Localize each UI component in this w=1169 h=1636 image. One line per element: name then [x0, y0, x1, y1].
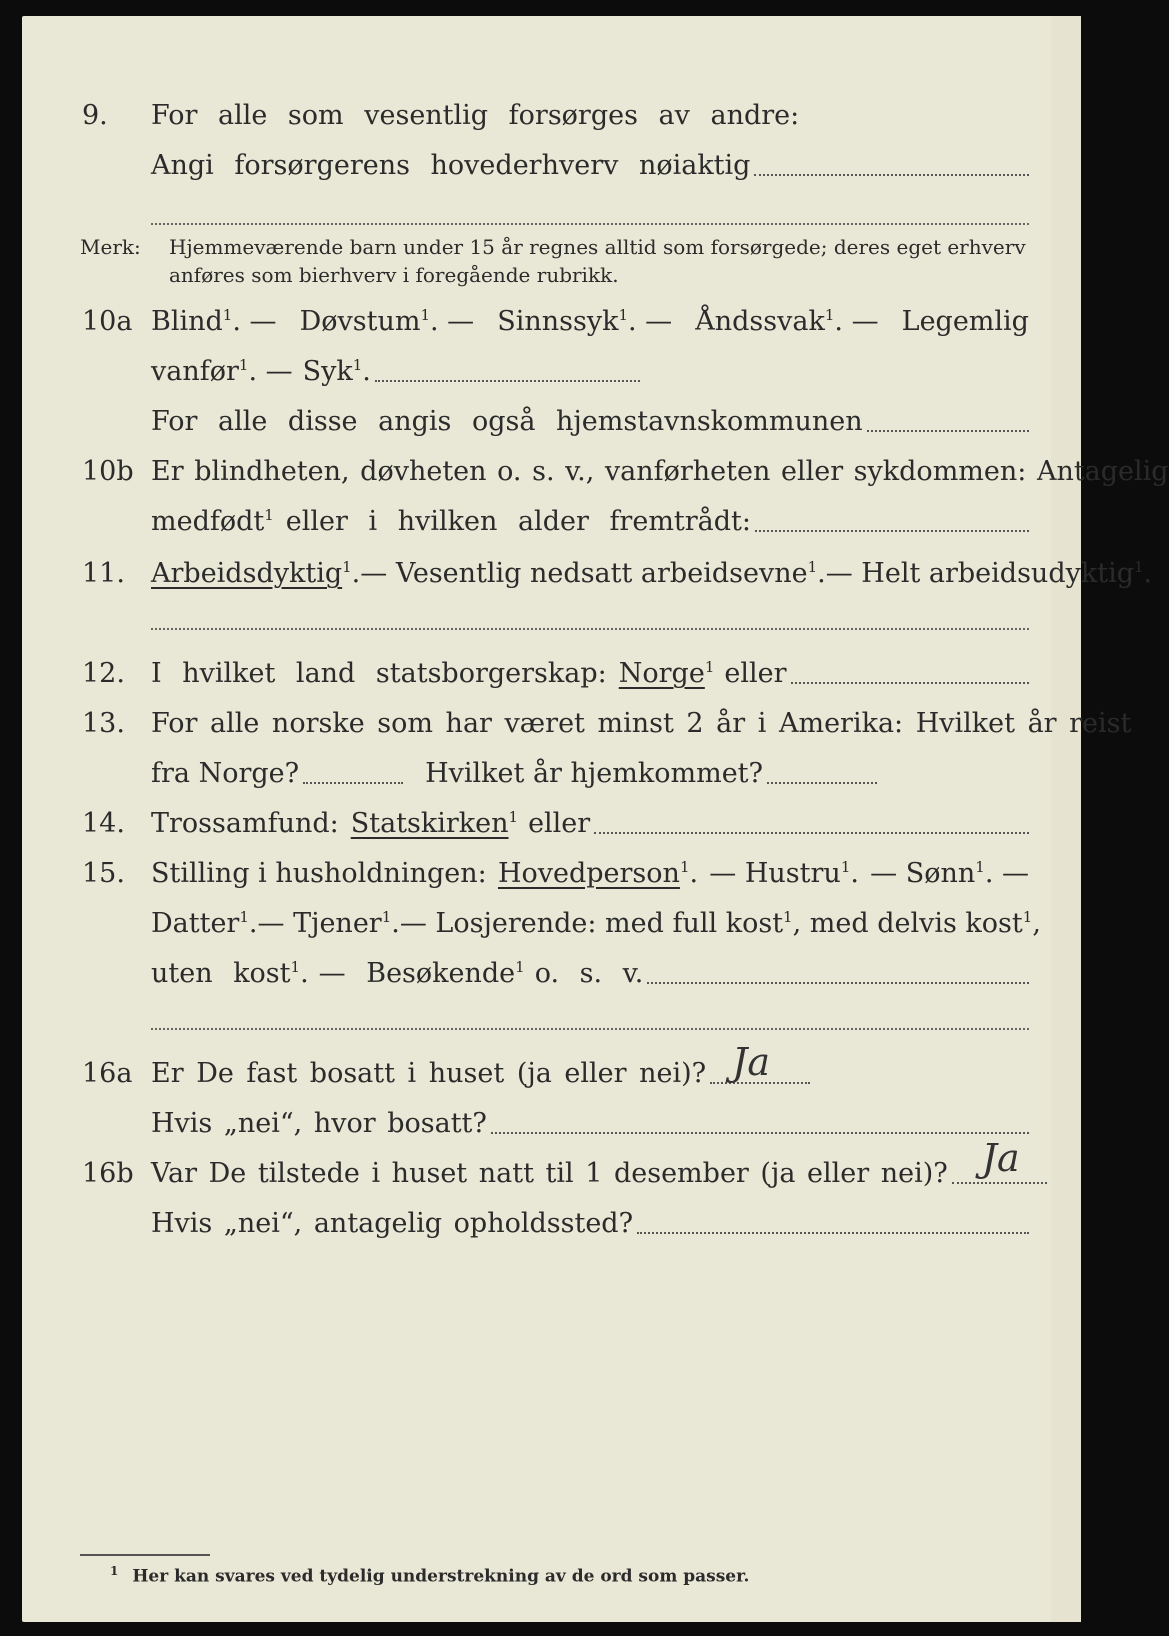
q11-number: 11. — [82, 558, 125, 589]
note-line-2: anføres som bierhverv i foregående rubrikk. — [169, 263, 619, 287]
q16a-question: Er De fast bosatt i huset (ja eller nei)? — [151, 1058, 707, 1089]
q10a-field[interactable] — [375, 350, 640, 382]
option-syk[interactable]: Syk — [302, 356, 353, 387]
footnote — [110, 1564, 749, 1587]
q10a-home-municipality-field[interactable] — [867, 400, 1029, 432]
q9-occupation-label: Angi forsørgerens hovederhverv nøiaktig — [151, 150, 751, 181]
option-medfodt[interactable]: medfødt — [151, 506, 265, 537]
q10b-row — [22, 450, 1169, 494]
q12-question: I hvilket land statsborgerskap: — [151, 658, 607, 689]
q16a-where-field[interactable] — [491, 1102, 1029, 1134]
q9-row — [22, 94, 1081, 138]
option-statskirken[interactable]: Statskirken — [350, 808, 509, 839]
q13-return-field[interactable] — [767, 752, 877, 784]
q13-row — [22, 702, 1132, 746]
q9-occupation-field[interactable] — [754, 144, 1029, 176]
q15-osv: o. s. v. — [534, 958, 644, 989]
q10b-age-field[interactable] — [755, 500, 1029, 532]
option-hovedperson[interactable]: Hovedperson — [497, 858, 680, 889]
footnote-text: Her kan svares ved tydelig understrekning av de ord som passer. — [132, 1566, 750, 1587]
q10a-home-municipality-label: For alle disse angis også hjemstavnskommunen — [151, 406, 863, 437]
q14-number: 14. — [82, 808, 125, 839]
q10a-number: 10a — [82, 306, 133, 337]
q13-return-label: Hvilket år hjemkommet? — [425, 758, 764, 789]
q15-row-2: Datter$^1$. — Tjener$^1$. — Losjerende: med full kost$^1$, med delvis kost$^1$, — [151, 908, 1041, 939]
q10a-row-2: vanfør$^1$. — Syk$^1$. — [22, 350, 1081, 394]
q16a-where-label: Hvis „nei“, hvor bosatt? — [151, 1108, 487, 1139]
q16b-answer-field[interactable] — [952, 1136, 1047, 1184]
q16b-row-2 — [22, 1202, 1081, 1246]
q12-field[interactable] — [791, 652, 1030, 684]
q12-eller: eller — [724, 658, 787, 689]
option-sonn[interactable]: — Sønn — [870, 858, 976, 889]
q15-row-3: uten kost$^1$. — Besøkende$^1$ o. s. v. — [22, 952, 1081, 996]
q10b-number: 10b — [82, 456, 134, 487]
option-helt-arbeidsudyktig[interactable]: — Helt arbeidsudyktig — [825, 558, 1134, 589]
q10b-question: Er blindheten, døvheten o. s. v., vanførheten eller sykdommen: Antagelig — [151, 456, 1169, 487]
q15-question: Stilling i husholdningen: — [151, 858, 487, 889]
q15-field[interactable] — [647, 952, 1029, 984]
q13-number: 13. — [82, 708, 125, 739]
option-norge[interactable]: Norge — [618, 658, 705, 689]
q11-row: 11. Arbeidsdyktig$^1$. — Vesentlig nedsatt arbeidsevne$^1$. — Helt arbeidsudyktig$^1$. — [22, 552, 1081, 596]
note-line-1: Hjemmeværende barn under 15 år regnes alltid som forsørgede; deres eget erhverv — [169, 235, 1026, 259]
option-dovstum[interactable]: Døvstum — [299, 306, 421, 337]
q10b-age-label: eller i hvilken alder fremtrådt: — [285, 506, 752, 537]
q16b-where-field[interactable] — [637, 1202, 1029, 1234]
q12-number: 12. — [82, 658, 125, 689]
q15-row: 15. Stilling i husholdningen: Hovedperson$^1$. — Hustru$^1$. — Sønn$^1$. — — [22, 852, 1081, 896]
q16a-number: 16a — [82, 1058, 133, 1089]
footnote-rule — [80, 1554, 210, 1556]
option-vanfor[interactable]: vanfør — [151, 356, 239, 387]
q13-departure-label: fra Norge? — [151, 758, 300, 789]
option-datter[interactable]: Datter — [151, 908, 240, 939]
q16b-number: 16b — [82, 1158, 134, 1189]
q13-row-2 — [22, 752, 1081, 796]
q14-question: Trossamfund: — [151, 808, 339, 839]
q10a-row: 10a Blind$^1$. — Døvstum$^1$. — Sinnssyk$^1$. — Åndssvak$^1$. — Legemlig — [22, 300, 1081, 344]
q16a-answer-field[interactable] — [710, 1040, 810, 1084]
option-uten-kost[interactable]: uten kost — [151, 958, 291, 989]
q16b-handwritten-answer: Ja — [981, 1136, 1020, 1180]
q9-occupation-row — [22, 144, 1081, 188]
q13-question: For alle norske som har været minst 2 år i Amerika: Hvilket år reist — [151, 708, 1132, 739]
q16b-where-label: Hvis „nei“, antagelig opholdssted? — [151, 1208, 634, 1239]
q10a-row-3 — [22, 400, 1081, 444]
option-andssvak[interactable]: Åndssvak — [695, 306, 825, 337]
census-form-page — [22, 16, 1169, 1622]
q14-field[interactable] — [594, 802, 1029, 834]
q15-number: 15. — [82, 858, 125, 889]
q14-eller: eller — [528, 808, 591, 839]
q11-extra-line[interactable] — [151, 628, 1029, 630]
q12-row: 12. I hvilket land statsborgerskap: Norge$^1$ eller — [22, 652, 1081, 696]
note-label: Merk: — [80, 235, 141, 259]
option-hustru[interactable]: — Hustru — [709, 858, 841, 889]
option-legemlig[interactable]: Legemlig — [901, 306, 1029, 337]
footnote-mark: 1 — [110, 1564, 119, 1578]
option-arbeidsdyktig[interactable]: Arbeidsdyktig — [151, 558, 343, 589]
option-vesentlig-nedsatt[interactable]: — Vesentlig nedsatt arbeidsevne — [360, 558, 808, 589]
option-delvis-kost[interactable]: , med delvis kost — [792, 908, 1023, 939]
option-blind[interactable]: Blind — [151, 306, 223, 337]
q9-question: For alle som vesentlig forsørges av andre: — [151, 100, 800, 131]
q14-row: 14. Trossamfund: Statskirken$^1$ eller — [22, 802, 1081, 846]
q16a-row — [22, 1040, 1081, 1096]
q9-number: 9. — [82, 100, 108, 131]
q16b-row — [22, 1136, 1081, 1196]
q13-departure-field[interactable] — [303, 752, 403, 784]
option-besokende[interactable]: — Besøkende — [318, 958, 516, 989]
q16a-handwritten-answer: Ja — [732, 1040, 771, 1084]
q10b-row-2: medfødt$^1$ eller i hvilken alder fremtrådt: — [22, 500, 1081, 544]
option-sinnssyk[interactable]: Sinnssyk — [497, 306, 619, 337]
q16a-row-2 — [22, 1102, 1081, 1146]
q15-extra-line[interactable] — [151, 1028, 1029, 1030]
q9-extra-line[interactable] — [151, 223, 1029, 225]
q16b-question: Var De tilstede i huset natt til 1 desember (ja eller nei)? — [151, 1158, 948, 1189]
option-full-kost[interactable]: — Losjerende: med full kost — [399, 908, 784, 939]
option-tjener[interactable]: — Tjener — [257, 908, 382, 939]
